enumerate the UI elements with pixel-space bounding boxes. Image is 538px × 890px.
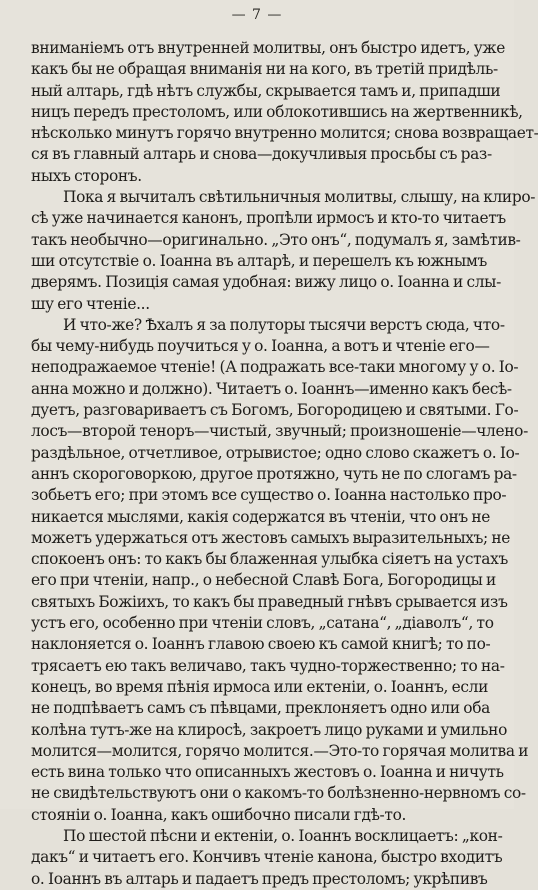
text-line: ницъ передъ престоломъ, или облокотившись на жертвенникѣ, — [31, 102, 523, 121]
text-line: дуетъ, разговариваетъ съ Богомъ, Богородицею и святыми. Го- — [31, 401, 519, 420]
text-line: сѣ уже начинается канонъ, пропѣли ирмосъ и кто-то читаетъ — [31, 209, 506, 228]
text-line: ный алтарь, гдѣ нѣтъ службы, скрывается тамъ и, припадши — [31, 81, 501, 100]
text-line: ся въ главный алтарь и снова—докучливыя просьбы съ раз- — [31, 145, 492, 164]
text-line: конецъ, во время пѣнія ирмоса или ектеніи, о. Іоаннъ, если — [31, 677, 488, 696]
text-line: нѣсколько минутъ горячо внутренно молится; снова возвращает- — [31, 124, 538, 143]
text-line: молится—молится, горячо молится.—Это-то горячая молитва и — [31, 741, 529, 760]
text-line: раздѣльное, отчетливое, отрывистое; одно слово скажетъ о. Іо- — [31, 443, 520, 462]
text-line: устъ его, особенно при чтеніи словъ, „сатана“, „діаволъ“, то — [31, 614, 494, 633]
text-line: святыхъ Божіихъ, то какъ бы праведный гнѣвъ срывается изъ — [31, 592, 508, 611]
text-line: какъ бы не обращая вниманія ни на кого, въ третій придѣль- — [31, 60, 498, 79]
text-line: неподражаемое чтеніе! (А подражать все-таки многому у о. Іо- — [31, 358, 519, 377]
text-line: лосъ—второй теноръ—чистый, звучный; произношеніе—члено- — [31, 422, 528, 441]
text-line: ши отсутствіе о. Іоанна въ алтарѣ, и перешелъ къ южнымъ — [31, 251, 487, 270]
text-line: трясаетъ ею такъ величаво, такъ чудно-торжественно; то на- — [31, 656, 505, 675]
text-line: ныхъ сторонъ. — [31, 166, 142, 185]
text-line: аннъ скороговоркою, другое протяжно, чуть не по слогамъ ра- — [31, 464, 517, 483]
text-line: бы чему-нибудь поучиться у о. Іоанна, а вотъ и чтеніе его— — [31, 337, 490, 356]
text-line: не свидѣтельствуютъ они о какомъ-то болѣзненно-нервномъ со- — [31, 784, 526, 803]
text-line: зобьетъ его; при этомъ все существо о. Іоанна настолько про- — [31, 486, 507, 505]
text-line: его при чтеніи, напр., о небесной Славѣ Бога, Богородицы и — [31, 571, 496, 590]
text-line: спокоенъ онъ: то какъ бы блаженная улыбка сіяетъ на устахъ — [31, 550, 508, 569]
text-line: дакъ“ и читаетъ его. Кончивъ чтеніе канона, быстро входитъ — [31, 848, 503, 867]
text-line: анна можно и должно). Читаетъ о. Іоаннъ—именно какъ бесѣ- — [31, 379, 512, 398]
text-line: о. Іоаннъ въ алтарь и падаетъ предъ престоломъ; укрѣпивъ — [31, 869, 488, 888]
page-number: — 7 — — [231, 7, 283, 23]
text-line: Пока я вычиталъ свѣтильничныя молитвы, слышу, на клиро- — [63, 188, 536, 207]
text-line: такъ необычно—оригинально. „Это онъ“, подумалъ я, замѣтив- — [31, 230, 521, 249]
body-text — [31, 38, 538, 890]
text-line: стояніи о. Іоанна, какъ ошибочно писали гдѣ-то. — [31, 805, 407, 824]
text-line: дверямъ. Позиція самая удобная: вижу лицо о. Іоанна и слы- — [31, 273, 501, 292]
text-line: И что-же? Ѣхалъ я за полуторы тысячи верстъ сюда, что- — [63, 315, 505, 334]
text-line: можетъ удержаться отъ жестовъ самыхъ выразительныхъ; не — [31, 528, 511, 547]
text-line: никается мыслями, какія содержатся въ чтеніи, что онъ не — [31, 507, 491, 526]
text-line: есть вина только что описанныхъ жестовъ о. Іоанна и ничуть — [31, 763, 504, 782]
text-line: колѣна тутъ-же на клиросѣ, закроетъ лицо руками и умильно — [31, 720, 507, 739]
text-line: вниманіемъ отъ внутренней молитвы, онъ быстро идетъ, уже — [31, 39, 505, 57]
text-line: наклоняется о. Іоаннъ главою своею къ самой книгѣ; то по- — [31, 635, 491, 654]
text-line: шу его чтеніе... — [31, 294, 150, 313]
text-line: По шестой пѣсни и ектеніи, о. Іоаннъ восклицаетъ: „кон- — [63, 826, 503, 845]
text-line: не подпѣваетъ самъ съ пѣвцами, преклоняетъ одно или оба — [31, 699, 490, 718]
